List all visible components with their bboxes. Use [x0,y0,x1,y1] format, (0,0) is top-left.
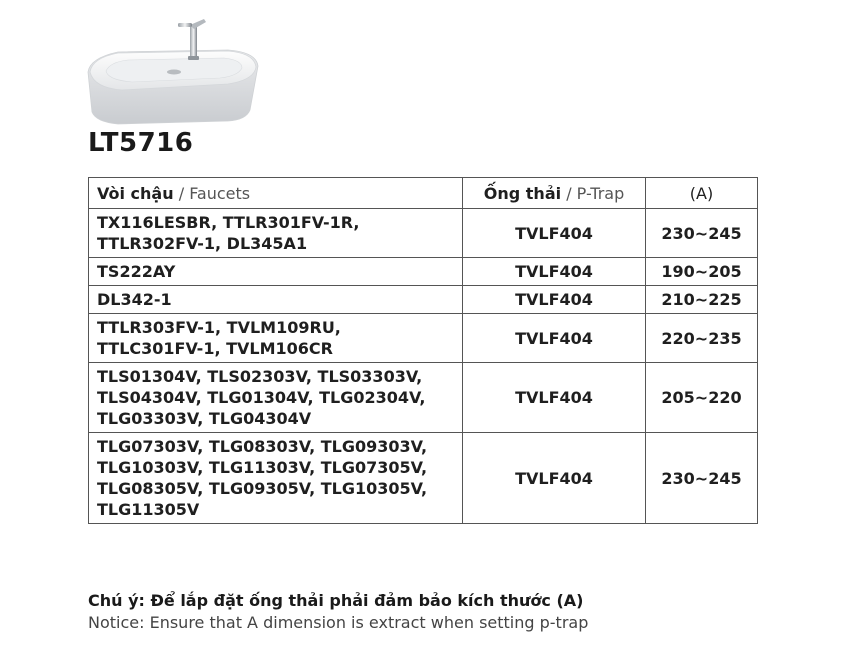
ptrap-cell: TVLF404 [463,209,646,258]
ptrap-cell: TVLF404 [463,433,646,524]
dimension-cell: 190~205 [646,258,758,286]
header-ptrap-separator: / [561,183,577,203]
table-row [89,363,758,433]
notice-vi: Chú ý: Để lắp đặt ống thải phải đảm bảo kích thước (A) [88,591,584,610]
faucets-cell [89,314,463,363]
faucet-line: TLS01304V, TLS02303V, TLS03303V, [97,367,423,386]
table-row [89,258,758,286]
notice [88,590,588,634]
faucets-cell [89,363,463,433]
model-title: LT5716 [88,128,194,158]
faucet-line: TLS04304V, TLG01304V, TLG02304V, [97,388,426,407]
dimension-cell: 205~220 [646,363,758,433]
header-faucets-en: Faucets [189,183,251,203]
faucets-cell [89,258,463,286]
header-dimension: (A) [646,178,758,209]
faucets-cell [89,433,463,524]
dimension-cell: 230~245 [646,209,758,258]
header-ptrap [463,178,646,209]
table-row [89,209,758,258]
dimension-cell: 220~235 [646,314,758,363]
faucet-line: TTLR302FV-1, DL345A1 [97,234,308,253]
faucet-line: TLG11305V [97,500,200,519]
table-row [89,433,758,524]
table-header-row [89,178,758,209]
ptrap-cell: TVLF404 [463,286,646,314]
table-body [89,209,758,524]
basin-faucet-image [78,10,268,130]
compatibility-table [88,177,758,524]
header-ptrap-vi: Ống thải [483,183,562,203]
header-faucets [89,178,463,209]
faucets-cell [89,209,463,258]
table-row [89,314,758,363]
ptrap-cell: TVLF404 [463,363,646,433]
faucet-line: TLG08305V, TLG09305V, TLG10305V, [97,479,428,498]
faucet-line: TX116LESBR, TTLR301FV-1R, [97,213,360,232]
dimension-cell: 210~225 [646,286,758,314]
ptrap-cell: TVLF404 [463,258,646,286]
faucets-cell [89,286,463,314]
notice-en: Notice: Ensure that A dimension is extract when setting p-trap [88,613,589,632]
faucet-line: DL342-1 [97,290,172,309]
faucet-line: TTLR303FV-1, TVLM109RU, [97,318,341,337]
faucet-line: TLG03303V, TLG04304V [97,409,312,428]
dimension-cell: 230~245 [646,433,758,524]
header-faucets-vi: Vòi chậu [97,183,174,203]
header-ptrap-en: P-Trap [576,183,625,203]
faucet-line: TLG10303V, TLG11303V, TLG07305V, [97,458,428,477]
faucet-line: TLG07303V, TLG08303V, TLG09303V, [97,437,428,456]
faucet-line: TS222AY [97,262,176,281]
faucet-line: TTLC301FV-1, TVLM106CR [97,339,333,358]
table-row [89,286,758,314]
header-faucets-separator: / [173,183,190,203]
ptrap-cell: TVLF404 [463,314,646,363]
